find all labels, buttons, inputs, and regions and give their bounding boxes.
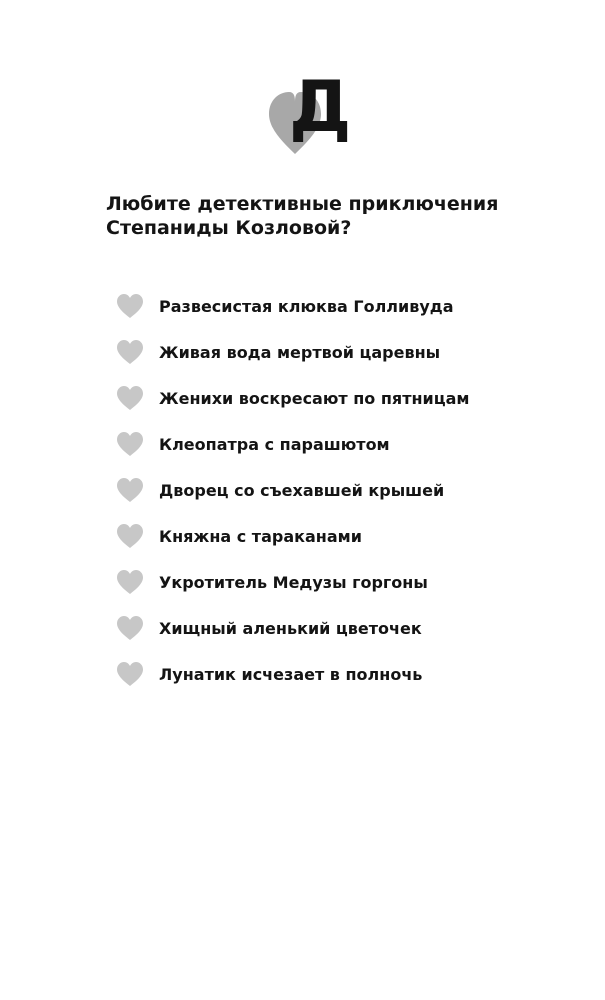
book-title: Княжна с тараканами (159, 526, 362, 546)
book-title: Клеопатра с парашютом (159, 434, 390, 454)
book-title: Хищный аленький цветочек (159, 618, 422, 638)
heart-icon (116, 339, 144, 365)
heart-icon (116, 569, 144, 595)
list-item (116, 513, 469, 559)
list-item (116, 467, 469, 513)
book-list (116, 283, 469, 697)
heart-icon (116, 431, 144, 457)
heart-icon (116, 523, 144, 549)
list-item (116, 329, 469, 375)
heading-line-2: Степаниды Козловой? (106, 217, 352, 239)
list-item (116, 651, 469, 697)
heart-icon (116, 661, 144, 687)
list-item (116, 375, 469, 421)
list-item (116, 605, 469, 651)
book-title: Живая вода мертвой царевны (159, 342, 441, 362)
publisher-logo (265, 66, 352, 160)
heart-icon (116, 477, 144, 503)
book-title: Женихи воскресают по пятницам (159, 388, 470, 408)
logo-letter: Д (289, 66, 352, 148)
book-title: Укротитель Медузы горгоны (159, 572, 428, 592)
list-item (116, 421, 469, 467)
heart-icon (116, 293, 144, 319)
heart-icon (116, 615, 144, 641)
book-title: Лунатик исчезает в полночь (159, 664, 423, 684)
book-title: Дворец со съехавшей крышей (159, 480, 445, 500)
book-title: Развесистая клюква Голливуда (159, 296, 454, 316)
list-item (116, 283, 469, 329)
heading-line-1: Любите детективные приключения (106, 193, 499, 215)
list-item (116, 559, 469, 605)
series-heading (106, 192, 546, 240)
heart-icon (116, 385, 144, 411)
